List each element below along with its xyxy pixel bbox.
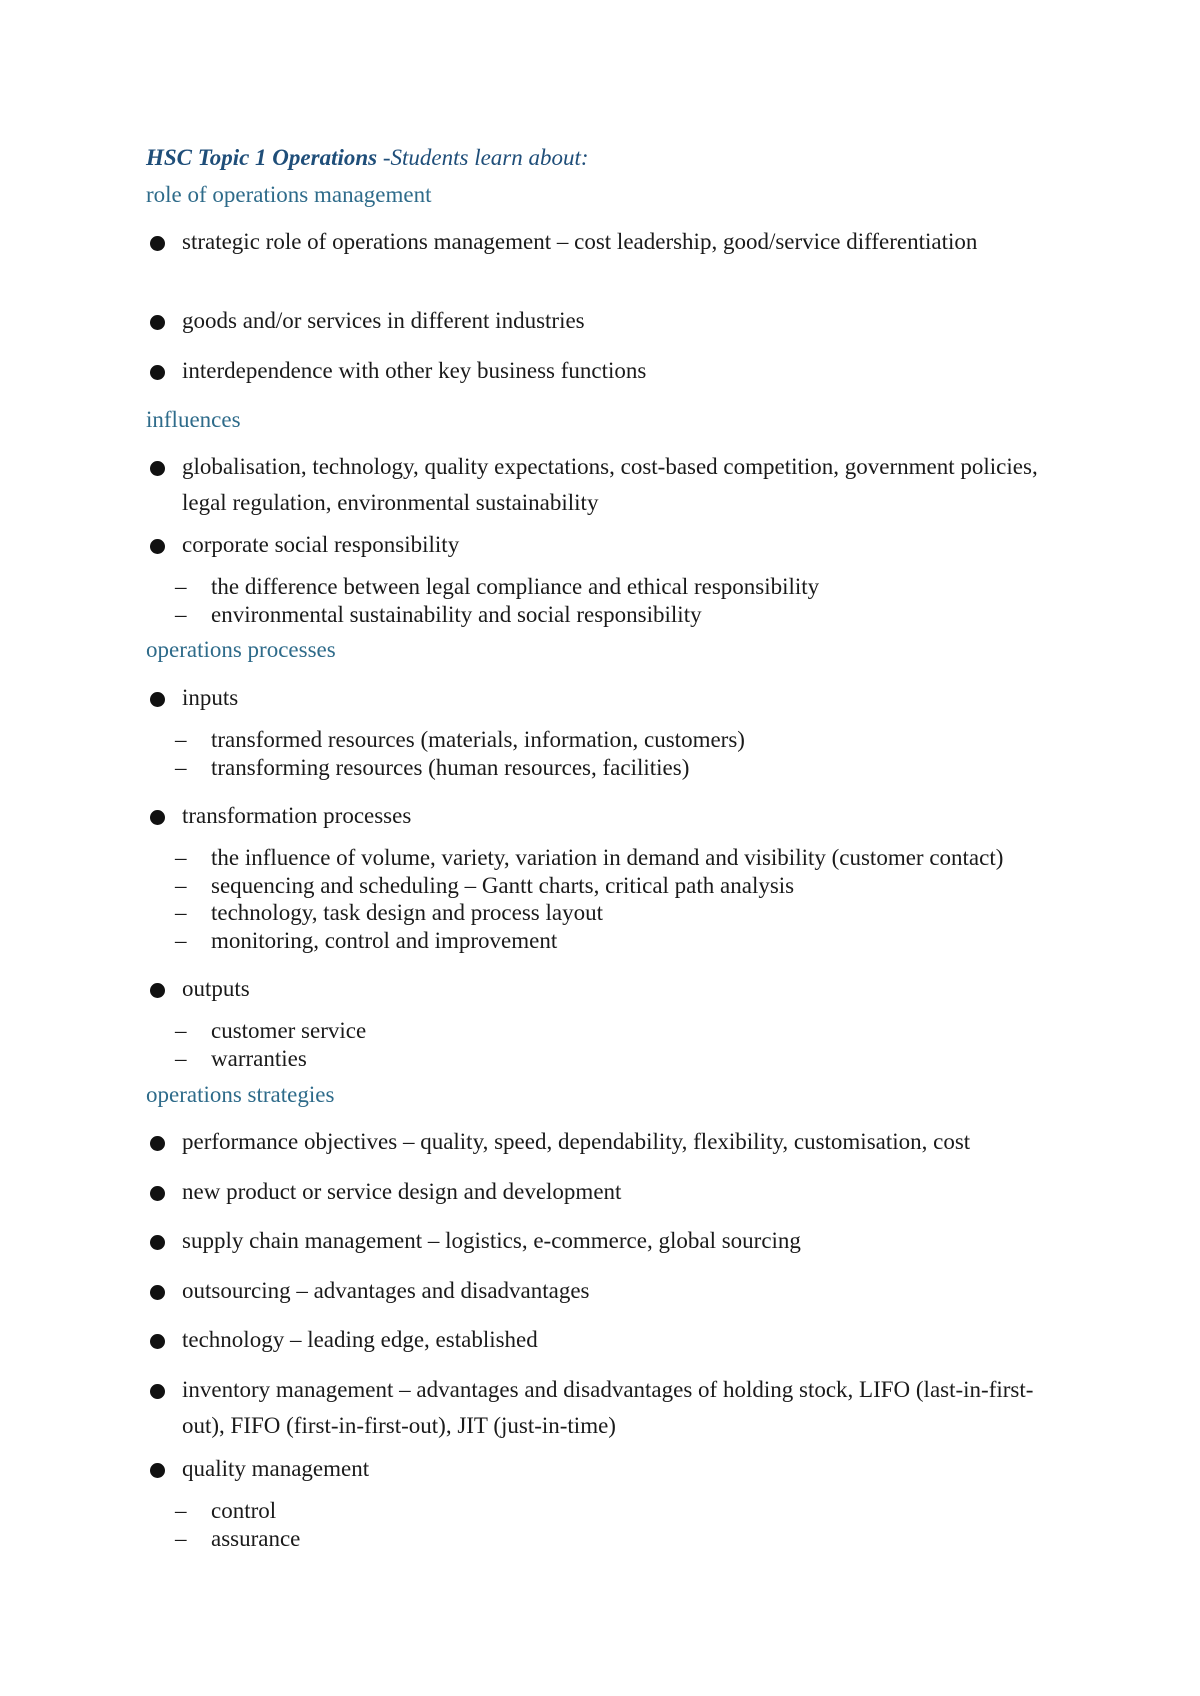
sub-list-item: – monitoring, control and improvement bbox=[175, 928, 558, 953]
dash-icon: – bbox=[175, 574, 187, 599]
dash-icon: – bbox=[175, 602, 187, 627]
bullet-icon bbox=[150, 1334, 165, 1349]
section-heading-influences: influences bbox=[146, 407, 241, 432]
list-item: outputs bbox=[146, 971, 1076, 1007]
bullet-icon bbox=[150, 461, 165, 476]
title-topic: HSC Topic 1 Operations bbox=[146, 145, 378, 170]
list-item: strategic role of operations management – cost leadership, good/service differentiation bbox=[146, 224, 1076, 260]
dash-icon: – bbox=[175, 755, 187, 780]
sub-list-item: – environmental sustainability and social responsibility bbox=[175, 602, 702, 627]
list-item: transformation processes bbox=[146, 798, 1076, 834]
sub-list-item: – technology, task design and process layout bbox=[175, 900, 603, 925]
bullet-icon bbox=[150, 1285, 165, 1300]
dash-icon: – bbox=[175, 1018, 187, 1043]
dash-icon: – bbox=[175, 727, 187, 752]
dash-icon: – bbox=[175, 873, 187, 898]
bullet-icon bbox=[150, 1186, 165, 1201]
section-heading-role: role of operations management bbox=[146, 182, 432, 207]
sub-list-item: – the influence of volume, variety, variation in demand and visibility (customer contact) bbox=[175, 845, 1004, 870]
sub-list-item: – transformed resources (materials, information, customers) bbox=[175, 727, 745, 752]
section-heading-strategies: operations strategies bbox=[146, 1082, 335, 1107]
list-item: quality management bbox=[146, 1451, 1076, 1487]
bullet-icon bbox=[150, 983, 165, 998]
sub-list-item: – customer service bbox=[175, 1018, 367, 1043]
sub-list-item: – control bbox=[175, 1498, 277, 1523]
list-item: performance objectives – quality, speed, dependability, flexibility, customisation, cost bbox=[146, 1124, 1076, 1160]
dash-icon: – bbox=[175, 845, 187, 870]
bullet-icon bbox=[150, 315, 165, 330]
bullet-icon bbox=[150, 1384, 165, 1399]
sub-list-item: – sequencing and scheduling – Gantt charts, critical path analysis bbox=[175, 873, 795, 898]
dash-icon: – bbox=[175, 1046, 187, 1071]
bullet-icon bbox=[150, 1235, 165, 1250]
list-item: outsourcing – advantages and disadvantages bbox=[146, 1273, 1076, 1309]
list-item: globalisation, technology, quality expectations, cost-based competition, government policies, legal regulation, environmental sustainability bbox=[146, 449, 1076, 521]
bullet-icon bbox=[150, 365, 165, 380]
list-item: technology – leading edge, established bbox=[146, 1322, 1076, 1358]
dash-icon: – bbox=[175, 1526, 187, 1551]
title-subtitle: -Students learn about: bbox=[377, 145, 589, 170]
list-item: inputs bbox=[146, 680, 1076, 716]
bullet-icon bbox=[150, 539, 165, 554]
bullet-icon bbox=[150, 1463, 165, 1478]
list-item: new product or service design and development bbox=[146, 1174, 1076, 1210]
sub-list-item: – transforming resources (human resources, facilities) bbox=[175, 755, 690, 780]
bullet-icon bbox=[150, 692, 165, 707]
list-item: inventory management – advantages and disadvantages of holding stock, LIFO (last-in-first-out), FIFO (first-in-first-out), JIT (just-in-time) bbox=[146, 1372, 1076, 1444]
document-title bbox=[146, 143, 589, 173]
section-heading-processes: operations processes bbox=[146, 637, 336, 662]
sub-list-item: – the difference between legal compliance and ethical responsibility bbox=[175, 574, 820, 599]
bullet-icon bbox=[150, 1136, 165, 1151]
dash-icon: – bbox=[175, 1498, 187, 1523]
list-item: corporate social responsibility bbox=[146, 527, 1076, 563]
bullet-icon bbox=[150, 810, 165, 825]
sub-list-item: – assurance bbox=[175, 1526, 301, 1551]
list-item: interdependence with other key business functions bbox=[146, 353, 1076, 389]
sub-list-item: – warranties bbox=[175, 1046, 307, 1071]
dash-icon: – bbox=[175, 928, 187, 953]
list-item: supply chain management – logistics, e-commerce, global sourcing bbox=[146, 1223, 1076, 1259]
list-item: goods and/or services in different industries bbox=[146, 303, 1076, 339]
bullet-icon bbox=[150, 236, 165, 251]
dash-icon: – bbox=[175, 900, 187, 925]
